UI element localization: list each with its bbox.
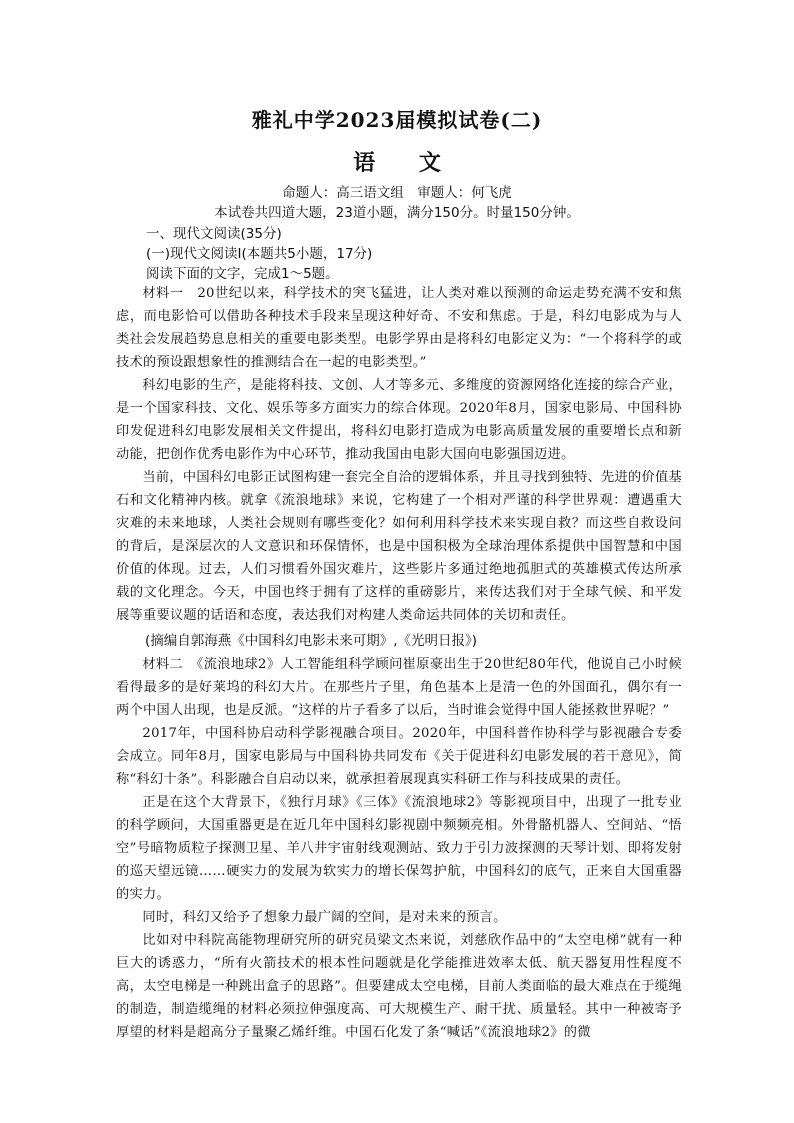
- material2-paragraph-5: 比如对中科院高能物理研究所的研究员梁文杰来说，刘慈欣作品中的“太空电梯”就有一种巨大的诱惑力，“所有火箭技术的根本性问题就是化学能推进效率太低、航天器复用性程度不高，太空电梯是一种跳出盒子的思路”。但要建成太空电梯，目前人类面临的最大难点在于缆绳的制造，制造缆绳的材料必须拉伸强度高、可大规模生产、耐干扰、质量轻。其中一种被寄予厚望的材料是超高分子量聚乙烯纤维。中国石化发了条“喊话”《流浪地球2》的微: [116, 933, 682, 1040]
- material2-paragraph-3: 正是在这个大背景下，《独行月球》《三体》《流浪地球2》等影视项目中，出现了一批专业的科学顾问，大国重器更是在近几年中国科幻影视剧中频频亮相。外骨骼机器人、空间站、“悟空”号暗物质粒子探测卫星、羊八井宇宙射线观测站、致力于引力波探测的天琴计划、即将发射的巡天望远镜……硬实力的发展为软实力的增长保驾护航，中国科幻的底气，正来自大国重器的实力。: [116, 795, 682, 902]
- subject-title: 语 文: [353, 150, 459, 176]
- section-subheading: (一)现代文阅读Ⅰ(本题共5小题，17分): [146, 246, 373, 262]
- material1-source: (摘编自郭海燕《中国科幻电影未来可期》,《光明日报》): [145, 633, 478, 649]
- reading-instruction: 阅读下面的文字，完成1～5题。: [146, 266, 339, 282]
- reading-passage: [116, 282, 682, 1044]
- material2-paragraph-4: 同时，科幻又给予了想象力最广阔的空间，是对未来的预言。: [142, 910, 507, 925]
- material1-paragraph-3: 当前，中国科幻电影正试图构建一套完全自洽的逻辑体系，并且寻找到独特、先进的价值基石和文化精神内核。就拿《流浪地球》来说，它构建了一个相对严谨的科学世界观：遭遇重大灾难的未来地球，人类社会规则有哪些变化？如何利用科学技术来实现自救？而这些自救设问的背后，是深层次的人文意识和环保情怀，也是中国积极为全球治理体系提供中国智慧和中国价值的体现。过去，人们习惯看外国灾难片，这些影片多通过绝地孤胆式的英雄模式传达所承载的文化理念。今天，中国也终于拥有了这样的重磅影片，来传达我们对于全球气候、和平发展等重要议题的话语和态度，表达我们对构建人类命运共同体的关切和责任。: [116, 470, 682, 623]
- material1-paragraph-1: 材料一 20世纪以来，科学技术的突飞猛进，让人类对难以预测的命运走势充满不安和焦虑，而电影恰可以借助各种技术手段来呈现这种好奇、不安和焦虑。于是，科幻电影成为与人类社会发展趋势息息相关的重要电影类型。电影学界由是将科幻电影定义为：“一个将科学的或技术的预设跟想象性的推测结合在一起的电影类型。”: [116, 286, 682, 370]
- exam-notice: 本试卷共四道大题，23道小题，满分150分。时量150分钟。: [214, 205, 580, 221]
- material2-paragraph-1: 材料二 《流浪地球2》人工智能组科学顾问崔原豪出生于20世纪80年代，他说自己小时候看得最多的是好莱坞的科幻大片。在那些片子里，角色基本上是清一色的外国面孔，偶尔有一两个中国人出现，也是反派。“这样的片子看多了以后，当时谁会觉得中国人能拯救世界呢？”: [116, 657, 682, 718]
- material2-paragraph-2: 2017年，中国科协启动科学影视融合项目。2020年，中国科普作协科学与影视融合专委会成立。同年8月，国家电影局与中国科协共同发布《关于促进科幻电影发展的若干意见》，简称“科幻十条”。科影融合自启动以来，就承担着展现真实科研工作与科技成果的责任。: [116, 726, 682, 787]
- material1-paragraph-2: 科幻电影的生产，是能将科技、文创、人才等多元、多维度的资源网络化连接的综合产业，是一个国家科技、文化、娱乐等多方面实力的综合体现。2020年8月，国家电影局、中国科协印发促进科幻电影发展相关文件提出，将科幻电影打造成为电影高质量发展的重要增长点和新动能，把创作优秀电影作为中心环节，推动我国由电影大国向电影强国迈进。: [116, 378, 682, 462]
- exam-title: 雅礼中学2023届模拟试卷(二): [251, 108, 543, 132]
- section-heading: 一、现代文阅读(35分): [146, 226, 282, 242]
- exam-authors: 命题人：高三语文组 审题人：何飞虎: [282, 185, 512, 201]
